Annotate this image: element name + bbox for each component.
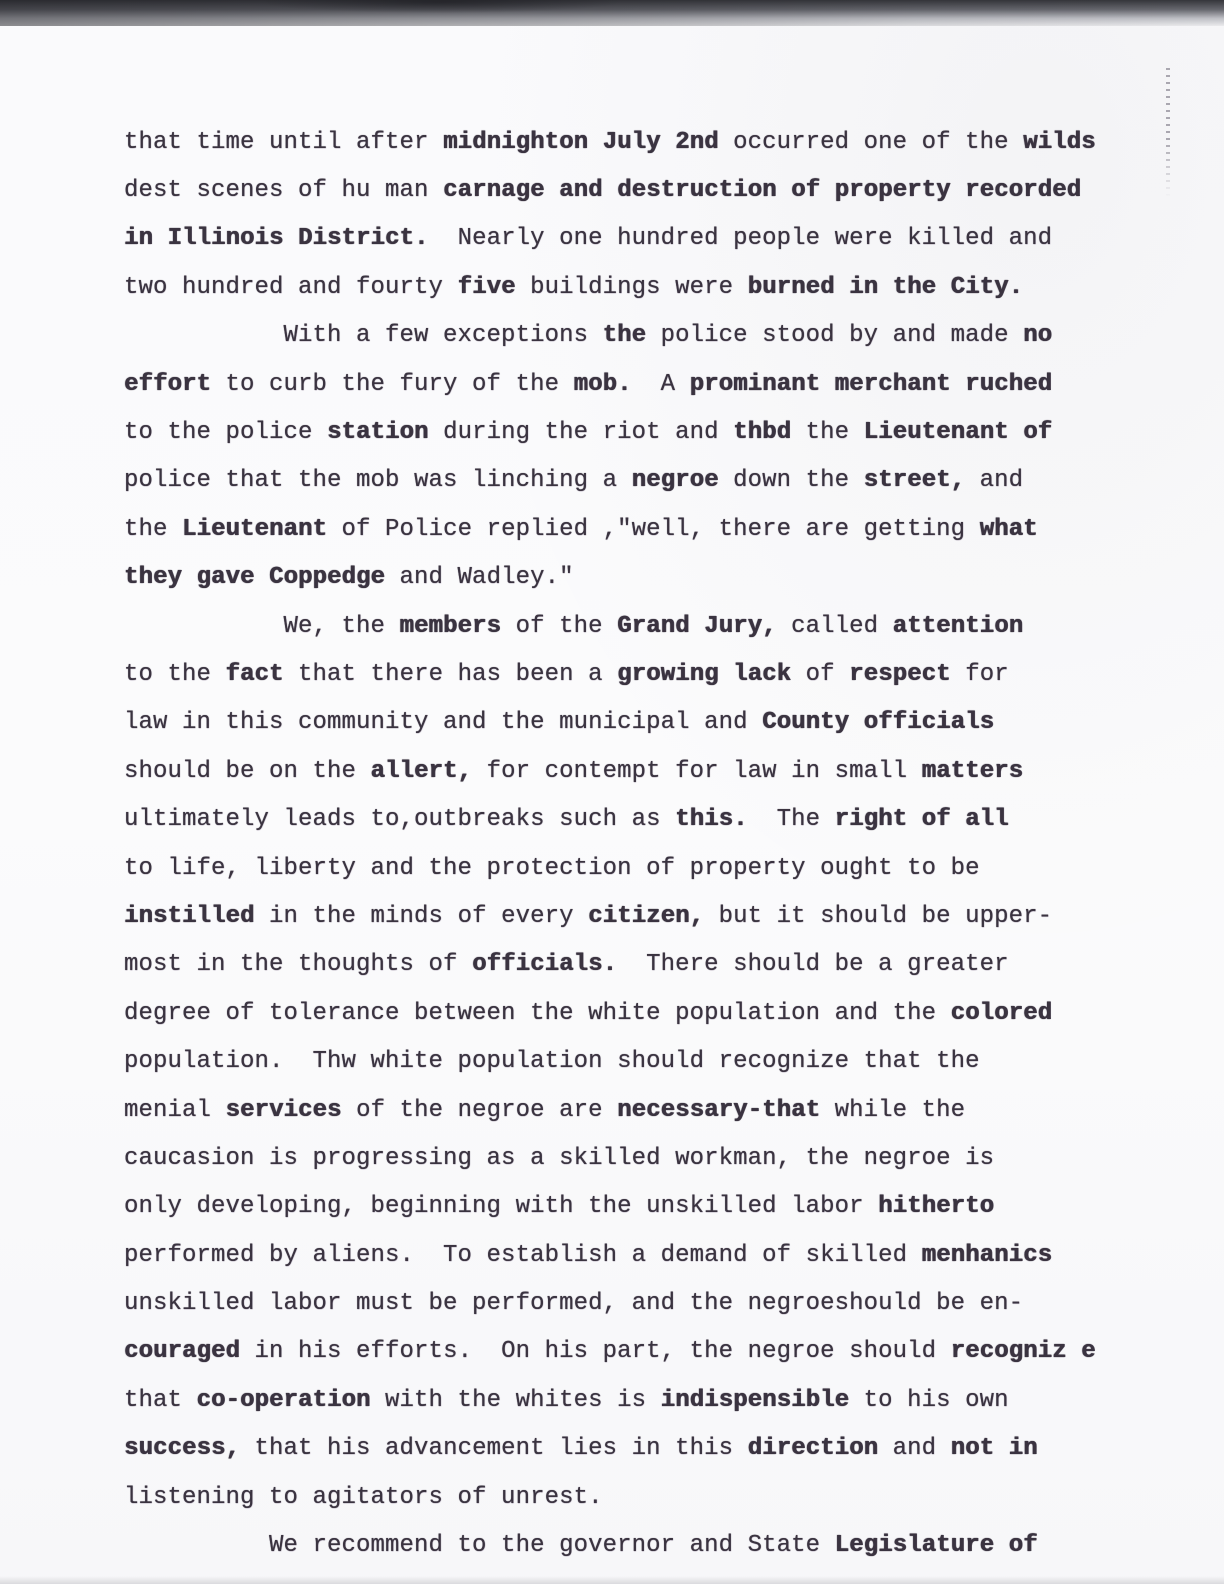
- document-line: With a few exceptions the police stood by and made no: [124, 322, 1053, 350]
- document-line: We recommend to the governor and State Legislature of: [124, 1532, 1038, 1560]
- document-line: listening to agitators of unrest.: [124, 1483, 603, 1511]
- document-line: only developing, beginning with the unskilled labor hitherto: [124, 1193, 995, 1221]
- document-line: law in this community and the municipal and County officials: [124, 709, 995, 737]
- document-line: to the fact that there has been a growing lack of respect for: [124, 660, 1009, 688]
- document-line: caucasion is progressing as a skilled workman, the negroe is: [124, 1144, 995, 1172]
- document-line: instilled in the minds of every citizen, but it should be upper-: [124, 902, 1053, 930]
- top-scan-band-artifact: [0, 0, 1224, 26]
- right-speckle-artifact: [1166, 68, 1170, 198]
- bottom-scan-band-artifact: [0, 1576, 1224, 1584]
- document-line: ultimately leads to,outbreaks such as this. The right of all: [124, 806, 1009, 834]
- document-line: to life, liberty and the protection of property ought to be: [124, 854, 980, 882]
- document-line: they gave Coppedge and Wadley.": [124, 564, 574, 592]
- document-line: in Illinois District. Nearly one hundred people were killed and: [124, 225, 1053, 253]
- document-line: should be on the allert, for contempt for law in small matters: [124, 757, 1024, 785]
- document-line: We, the members of the Grand Jury, called attention: [124, 612, 1024, 640]
- document-line: effort to curb the fury of the mob. A prominant merchant ruched: [124, 370, 1053, 398]
- document-line: the Lieutenant of Police replied ,"well, there are getting what: [124, 515, 1038, 543]
- document-line: performed by aliens. To establish a demand of skilled menhanics: [124, 1241, 1053, 1269]
- document-line: dest scenes of hu man carnage and destruction of property recorded: [124, 177, 1082, 205]
- document-line: that co-operation with the whites is indispensible to his own: [124, 1386, 1009, 1414]
- document-line: population. Thw white population should recognize that the: [124, 1048, 980, 1076]
- document-line: that time until after midnighton July 2nd occurred one of the wilds: [124, 128, 1096, 156]
- document-line: menial services of the negroe are necessary-that while the: [124, 1096, 966, 1124]
- document-line: two hundred and fourty five buildings were burned in the City.: [124, 273, 1024, 301]
- document-line: unskilled labor must be performed, and the negroeshould be en-: [124, 1290, 1024, 1318]
- document-line: success, that his advancement lies in this direction and not in: [124, 1435, 1038, 1463]
- document-line: degree of tolerance between the white population and the colored: [124, 999, 1053, 1027]
- document-line: to the police station during the riot and thbd the Lieutenant of: [124, 419, 1053, 447]
- document-line: police that the mob was linching a negroe down the street, and: [124, 467, 1024, 495]
- document-line: most in the thoughts of officials. There should be a greater: [124, 951, 1009, 979]
- document-line: couraged in his efforts. On his part, the negroe should recogniz e: [124, 1338, 1096, 1366]
- text-block: [124, 118, 1164, 1570]
